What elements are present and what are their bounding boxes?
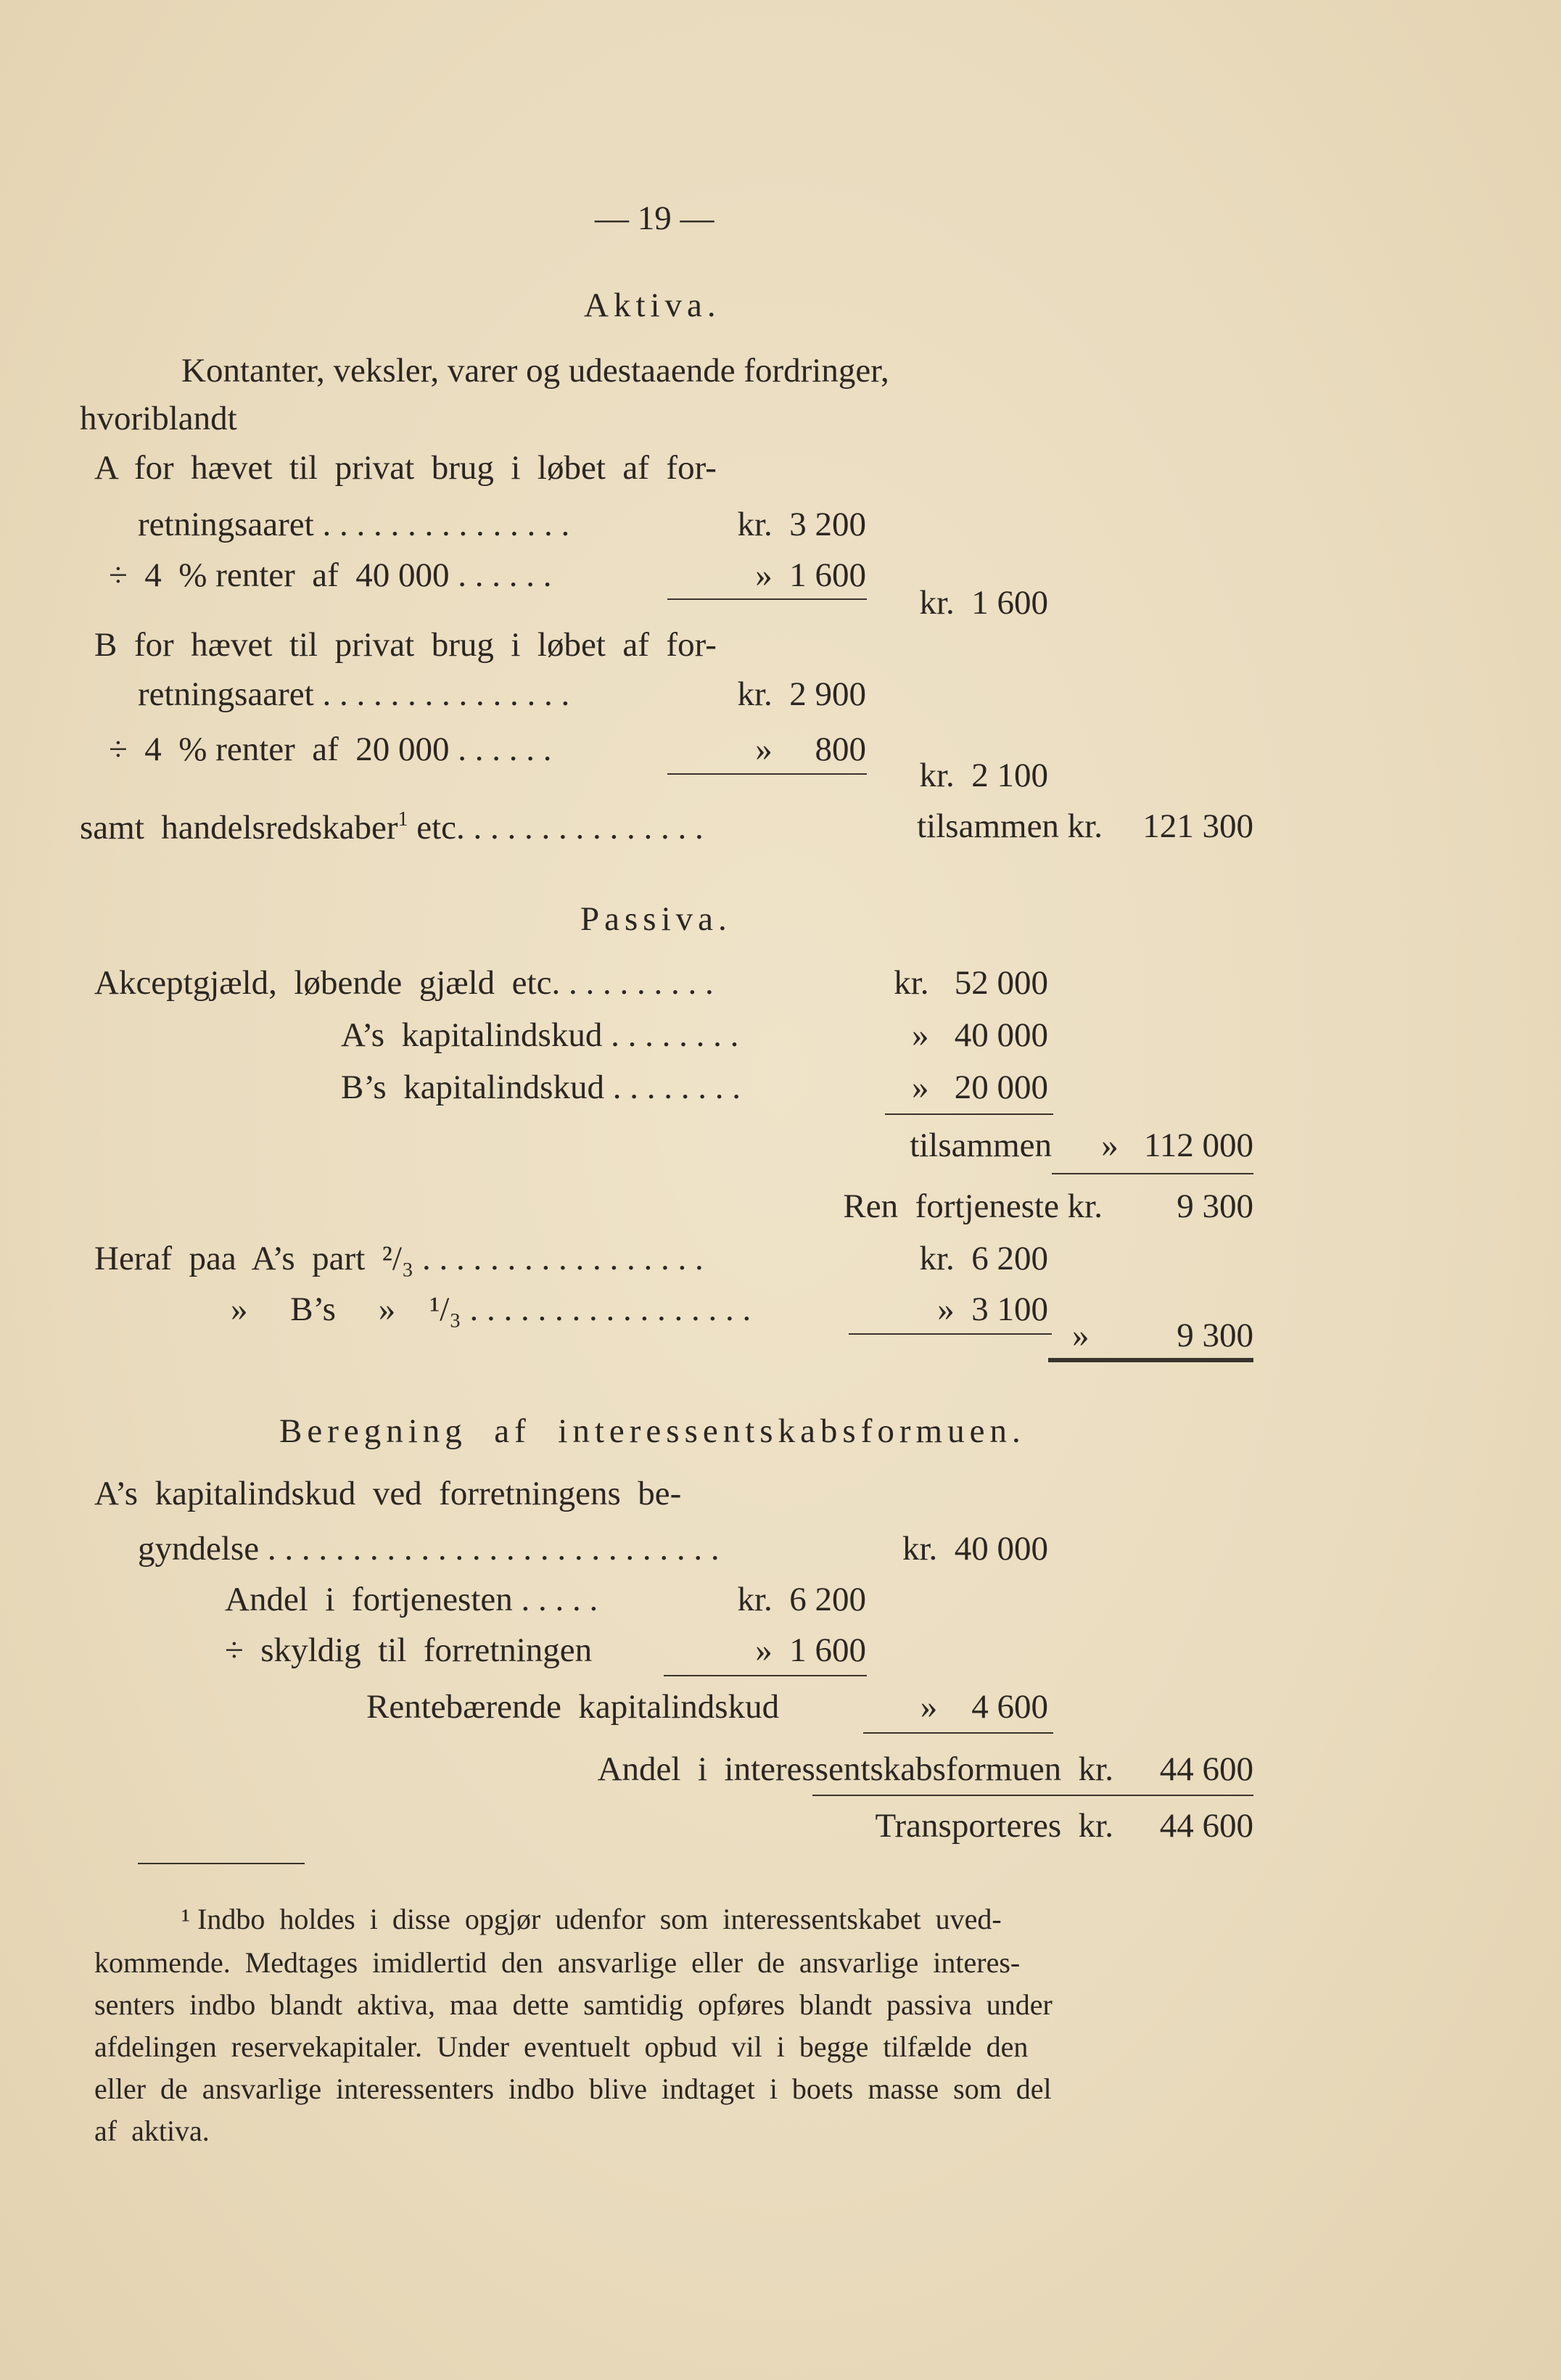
- beregning-line2-amount: kr. 40 000: [902, 1530, 1048, 1568]
- aktiva-a-subtotal-rule: [667, 598, 867, 600]
- beregning-sum-rule: [863, 1732, 1053, 1734]
- aktiva-heading: Aktiva.: [584, 287, 721, 324]
- passiva-sum-rule: [885, 1113, 1053, 1115]
- beregning-line1: A’s kapitalindskud ved forretningens be-: [94, 1475, 682, 1512]
- footnote-line5: eller de ansvarlige interessenters indbo blive indtaget i boets masse som del: [94, 2072, 1052, 2105]
- footnote-line6: af aktiva.: [94, 2115, 210, 2147]
- transport-amount: 44 600: [1159, 1807, 1253, 1845]
- share-b-amount: » 3 100: [937, 1290, 1048, 1328]
- aktiva-b-line3-label: ÷ 4 % renter af 20 000 . . . . . .: [109, 730, 552, 768]
- passiva-heading: Passiva.: [580, 900, 732, 938]
- transport-label: Transporteres kr.: [875, 1807, 1113, 1845]
- aktiva-b-line2-amount: kr. 2 900: [737, 675, 866, 713]
- passiva-row1-amount: kr. 52 000: [894, 964, 1048, 1002]
- beregning-line6-label: Andel i interessentskabsformuen kr.: [597, 1750, 1113, 1788]
- passiva-sum-amount: » 112 000: [1101, 1127, 1253, 1164]
- page-number: — 19 —: [595, 199, 714, 237]
- share-total-amount: 9 300: [1177, 1317, 1253, 1354]
- footnote-rule: [138, 1863, 305, 1864]
- beregning-line5-amount: » 4 600: [920, 1688, 1048, 1726]
- share-subtotal-rule: [849, 1333, 1052, 1335]
- beregning-line3-label: Andel i fortjenesten . . . . .: [225, 1581, 598, 1618]
- footnote-line4: afdelingen reservekapitaler. Under eventuelt opbud vil i begge tilfælde den: [94, 2030, 1029, 2063]
- passiva-profit-rule: [1052, 1173, 1253, 1174]
- aktiva-samt-rest: etc. . . . . . . . . . . . . . .: [408, 809, 704, 847]
- share-b-label: » B’s » ¹/₃ . . . . . . . . . . . . . . . . .: [231, 1290, 751, 1328]
- aktiva-samt-line: [80, 810, 704, 845]
- footnote-line1: ¹ Indbo holdes i disse opgjør udenfor som interessentskabet uved-: [181, 1903, 1002, 1935]
- aktiva-a-line1: A for hævet til privat brug i løbet af for-: [94, 449, 717, 487]
- aktiva-intro-line2: hvoriblandt: [80, 400, 237, 437]
- profit-amount: 9 300: [1177, 1187, 1253, 1225]
- passiva-double-rule: [1048, 1358, 1253, 1362]
- beregning-line5-label: Rentebærende kapitalindskud: [366, 1688, 780, 1726]
- passiva-row3-label: B’s kapitalindskud . . . . . . . .: [341, 1068, 741, 1106]
- aktiva-b-line1: B for hævet til privat brug i løbet af for-: [94, 626, 717, 664]
- aktiva-a-line3-label: ÷ 4 % renter af 40 000 . . . . . .: [109, 556, 552, 594]
- aktiva-b-subtotal-rule: [667, 773, 867, 775]
- aktiva-b-result: kr. 2 100: [919, 757, 1048, 794]
- passiva-sum-label: tilsammen: [910, 1127, 1052, 1164]
- beregning-line4-amount: » 1 600: [755, 1631, 866, 1669]
- footnote-line3: senters indbo blandt aktiva, maa dette samtidig opføres blandt passiva under: [94, 1988, 1053, 2021]
- share-a-amount: kr. 6 200: [919, 1240, 1048, 1277]
- beregning-line2-label: gyndelse . . . . . . . . . . . . . . . . . . . . . . . . . . .: [138, 1530, 720, 1568]
- aktiva-a-line2-amount: kr. 3 200: [737, 506, 866, 543]
- beregning-line3-amount: kr. 6 200: [737, 1581, 866, 1618]
- passiva-row2-label: A’s kapitalindskud . . . . . . . .: [341, 1016, 739, 1054]
- aktiva-a-result: kr. 1 600: [919, 584, 1048, 622]
- aktiva-samt-label: samt handelsredskaber: [80, 809, 398, 847]
- transport-rule: [812, 1795, 1253, 1796]
- aktiva-intro-line1: Kontanter, veksler, varer og udestaaende fordringer,: [181, 352, 889, 390]
- beregning-line4-label: ÷ skyldig til forretningen: [225, 1631, 593, 1669]
- aktiva-total-amount: 121 300: [1142, 807, 1253, 845]
- passiva-row1-label: Akceptgjæld, løbende gjæld etc. . . . . . . . . .: [94, 964, 714, 1002]
- aktiva-b-line3-amount: » 800: [755, 730, 866, 768]
- aktiva-a-line3-amount: » 1 600: [755, 556, 866, 594]
- aktiva-a-line2-label: retningsaaret . . . . . . . . . . . . . . .: [138, 506, 570, 543]
- share-a-label: Heraf paa A’s part ²/₃ . . . . . . . . . . . . . . . . .: [94, 1240, 704, 1277]
- aktiva-total-label: tilsammen kr.: [917, 807, 1103, 845]
- beregning-line6-amount: 44 600: [1159, 1750, 1253, 1788]
- beregning-sub-rule: [664, 1675, 867, 1676]
- passiva-row2-amount: » 40 000: [912, 1016, 1048, 1054]
- aktiva-b-line2-label: retningsaaret . . . . . . . . . . . . . . .: [138, 675, 570, 713]
- share-total-mark: »: [1072, 1317, 1090, 1354]
- passiva-row3-amount: » 20 000: [912, 1068, 1048, 1106]
- profit-label: Ren fortjeneste kr.: [843, 1187, 1103, 1225]
- footnote-marker: 1: [398, 808, 408, 831]
- beregning-heading: Beregning af interessentskabsformuen.: [279, 1412, 1026, 1450]
- footnote-line2: kommende. Medtages imidlertid den ansvarlige eller de ansvarlige interes-: [94, 1946, 1021, 1979]
